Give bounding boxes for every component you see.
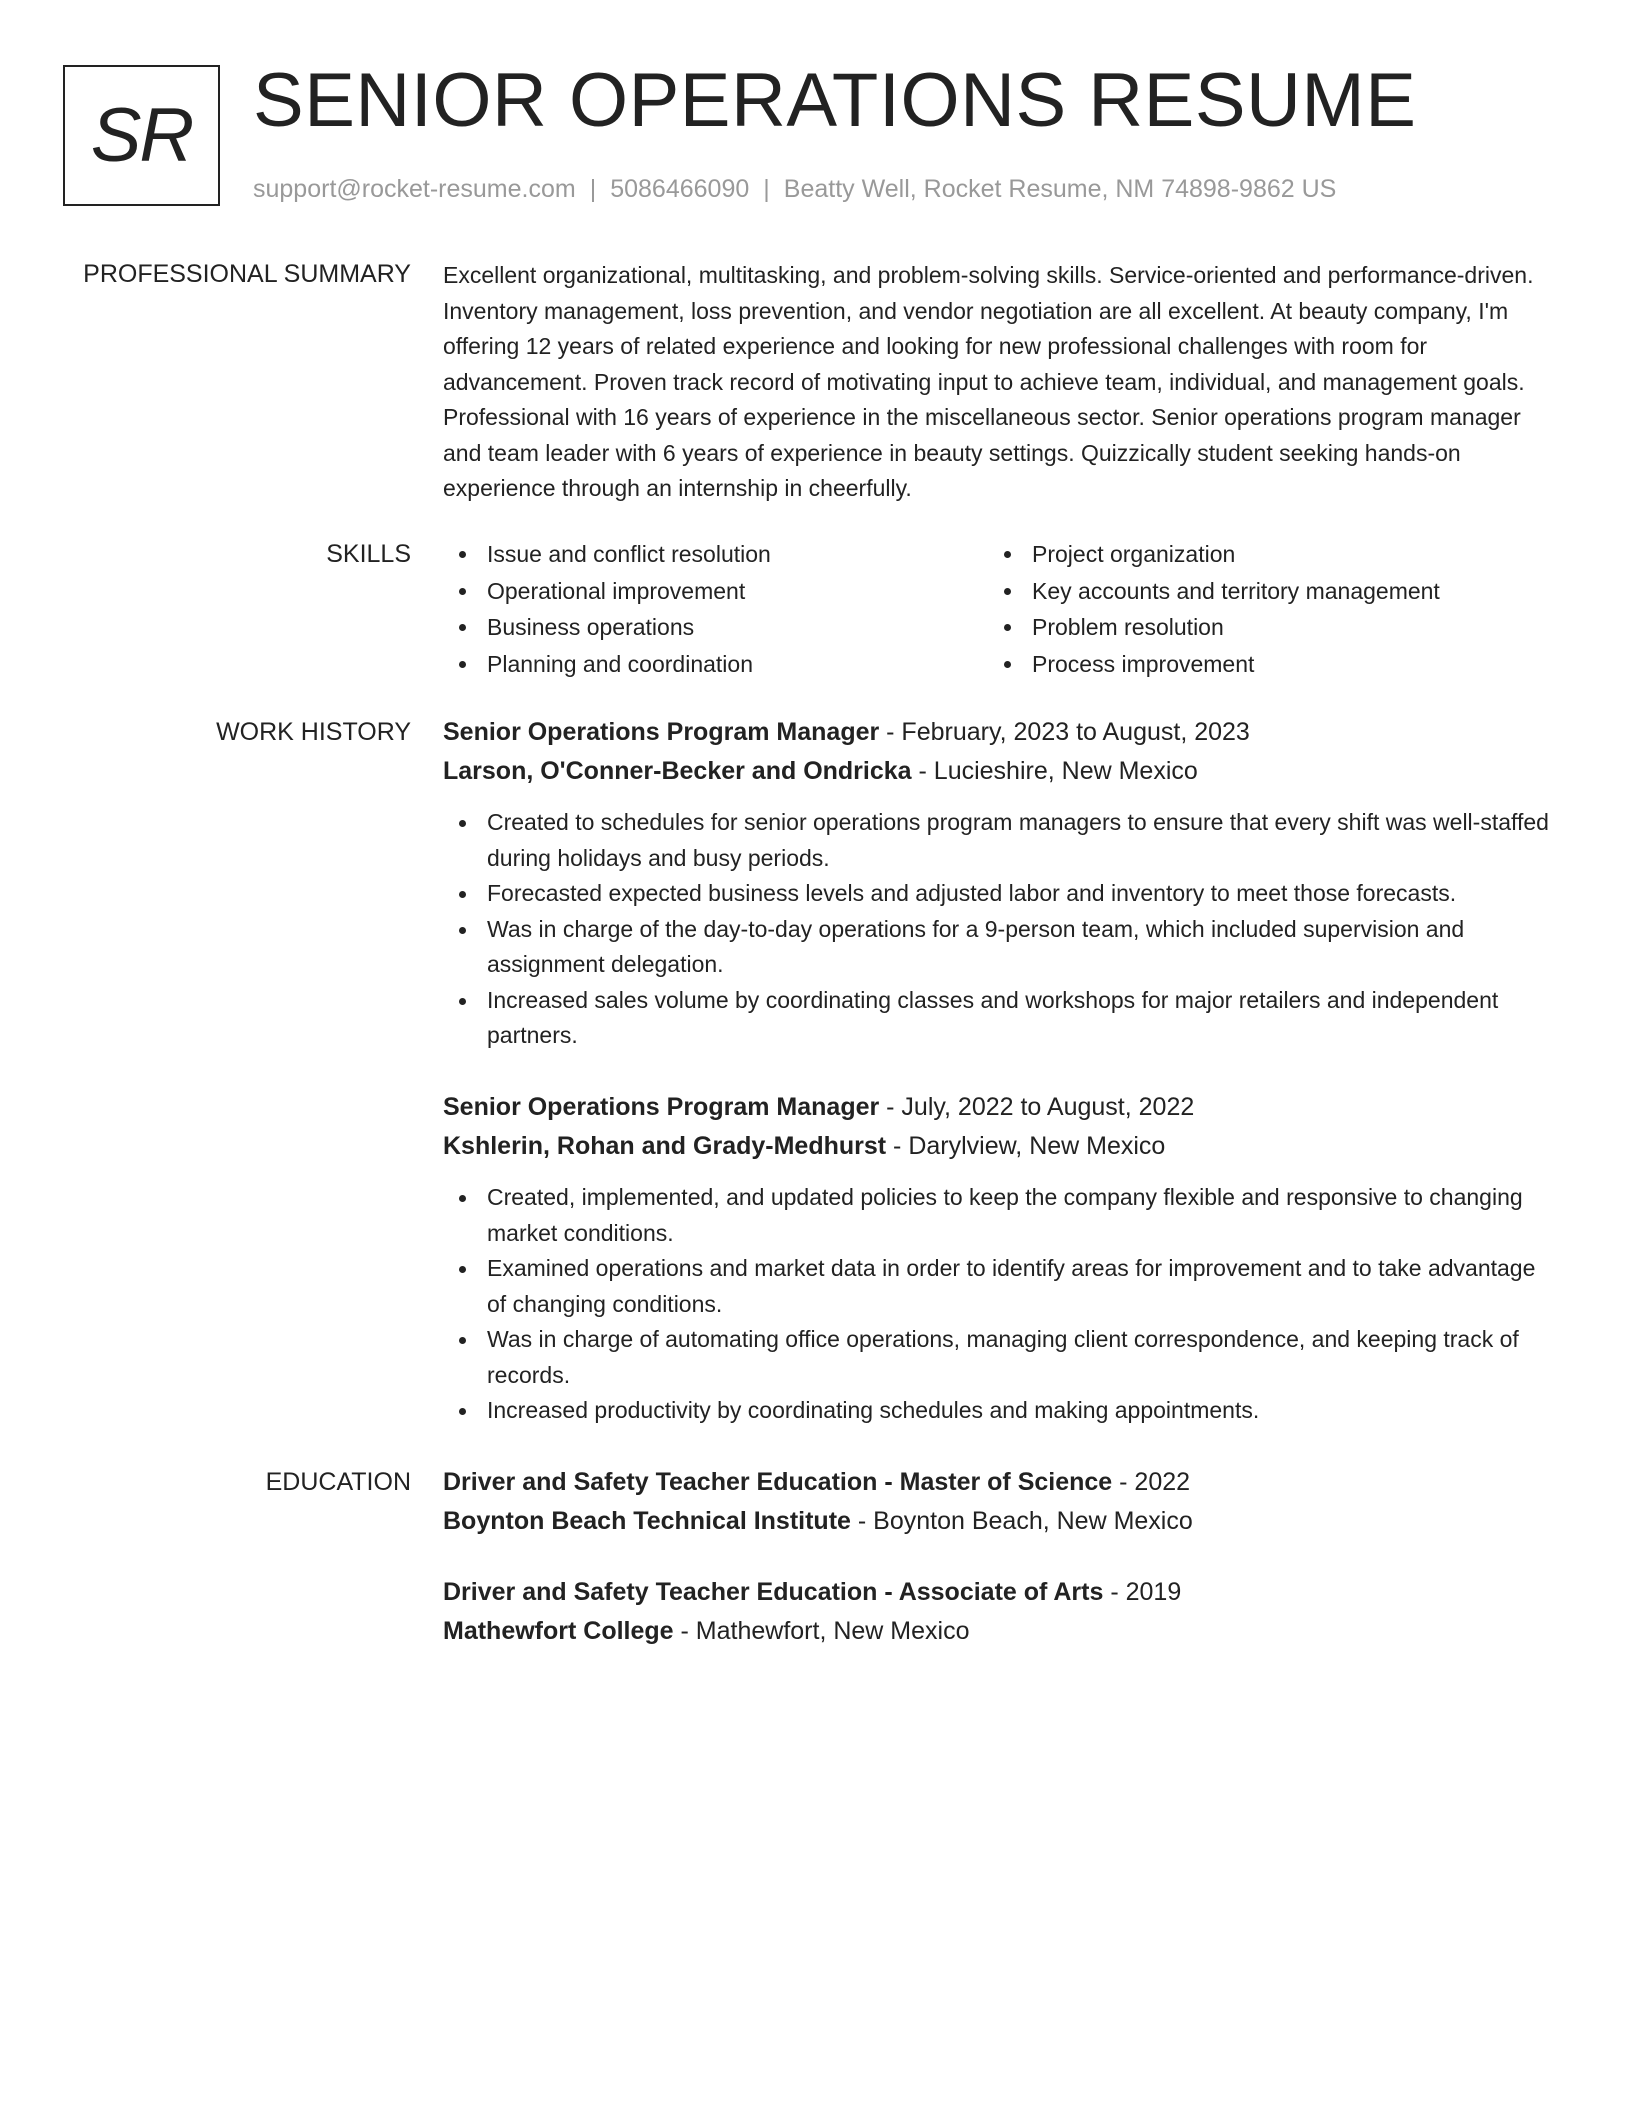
contact-email[interactable]: support@rocket-resume.com (253, 175, 576, 203)
skills-list-left (443, 536, 988, 682)
education-location: - Mathewfort, New Mexico (673, 1617, 970, 1645)
education-year: - 2019 (1103, 1578, 1182, 1606)
job-location: - Lucieshire, New Mexico (911, 757, 1198, 785)
job-bullet: Created to schedules for senior operations program managers to ensure that every shift was well-staffed during holidays and busy periods. (443, 805, 1555, 876)
job-company-line (443, 752, 1555, 791)
job-bullet: Increased sales volume by coordinating classes and workshops for major retailers and independent partners. (443, 983, 1555, 1054)
education-heading: EDUCATION (265, 1468, 411, 1496)
skill-item: Key accounts and territory management (988, 573, 1533, 610)
job-bullet: Was in charge of the day-to-day operations for a 9-person team, which included supervision and assignment delegation. (443, 912, 1555, 983)
summary-text: Excellent organizational, multitasking, and problem-solving skills. Service-oriented and performance-driven. Inventory management, loss prevention, and vendor negotiation are all excellent. At beauty company, I'm offering 12 years of related experience and looking for new professional challenges with room for advancement. Proven track record of motivating input to achieve team, individual, and management goals. Professional with 16 years of experience in the miscellaneous sector. Senior operations program manager and team leader with 6 years of experience in beauty settings. Quizzically student seeking hands-on experience through an internship in cheerfully. (443, 262, 1534, 501)
job-bullet: Forecasted expected business levels and adjusted labor and inventory to meet those forecasts. (443, 876, 1555, 912)
skills-grid (443, 536, 1555, 682)
education-entry (443, 1573, 1555, 1651)
skills-section (443, 536, 1555, 682)
summary-heading: PROFESSIONAL SUMMARY (83, 260, 411, 288)
skill-item: Operational improvement (443, 573, 988, 610)
education-year: - 2022 (1112, 1468, 1191, 1496)
education-degree: Driver and Safety Teacher Education - Associate of Arts (443, 1578, 1104, 1606)
education-degree-line (443, 1573, 1555, 1612)
job-title: Senior Operations Program Manager (443, 1093, 880, 1121)
education-degree-line (443, 1463, 1555, 1502)
job-company: Kshlerin, Rohan and Grady-Medhurst (443, 1132, 887, 1160)
job-bullets (443, 1180, 1555, 1429)
skills-list-right (988, 536, 1533, 682)
skill-item: Business operations (443, 609, 988, 646)
skill-item: Process improvement (988, 646, 1533, 683)
skill-item: Project organization (988, 536, 1533, 573)
contact-line (253, 173, 1336, 205)
skill-item: Problem resolution (988, 609, 1533, 646)
skill-item: Issue and conflict resolution (443, 536, 988, 573)
summary-section (443, 258, 1555, 507)
job-bullets (443, 805, 1555, 1054)
job-title-line (443, 1088, 1555, 1127)
job-dates: - February, 2023 to August, 2023 (879, 718, 1250, 746)
education-degree: Driver and Safety Teacher Education - Master of Science (443, 1468, 1113, 1496)
job-entry (443, 1088, 1555, 1429)
job-dates: - July, 2022 to August, 2022 (879, 1093, 1195, 1121)
job-title-line (443, 713, 1555, 752)
job-bullet: Created, implemented, and updated policies to keep the company flexible and responsive to changing market conditions. (443, 1180, 1555, 1251)
page-title: SENIOR OPERATIONS RESUME (253, 58, 1417, 143)
job-company-line (443, 1127, 1555, 1166)
job-bullet: Increased productivity by coordinating schedules and making appointments. (443, 1393, 1555, 1429)
job-location: - Darylview, New Mexico (886, 1132, 1166, 1160)
job-company: Larson, O'Conner-Becker and Ondricka (443, 757, 912, 785)
education-entry (443, 1463, 1555, 1541)
education-school: Mathewfort College (443, 1617, 674, 1645)
job-bullet: Examined operations and market data in order to identify areas for improvement and to take advantage of changing conditions. (443, 1251, 1555, 1322)
skill-item: Planning and coordination (443, 646, 988, 683)
education-location: - Boynton Beach, New Mexico (850, 1507, 1193, 1535)
work-history-heading: WORK HISTORY (216, 718, 411, 746)
contact-separator: | (589, 175, 597, 203)
education-school: Boynton Beach Technical Institute (443, 1507, 851, 1535)
job-title: Senior Operations Program Manager (443, 718, 880, 746)
education-school-line (443, 1612, 1555, 1651)
monogram-badge: SR (63, 65, 220, 206)
job-bullet: Was in charge of automating office operations, managing client correspondence, and keeping track of records. (443, 1322, 1555, 1393)
education-school-line (443, 1502, 1555, 1541)
contact-separator: | (763, 175, 770, 203)
job-entry (443, 713, 1555, 1054)
contact-phone[interactable]: 5086466090 (610, 175, 750, 203)
skills-heading: SKILLS (326, 540, 411, 568)
contact-address: Beatty Well, Rocket Resume, NM 74898-9862 US (783, 175, 1337, 203)
